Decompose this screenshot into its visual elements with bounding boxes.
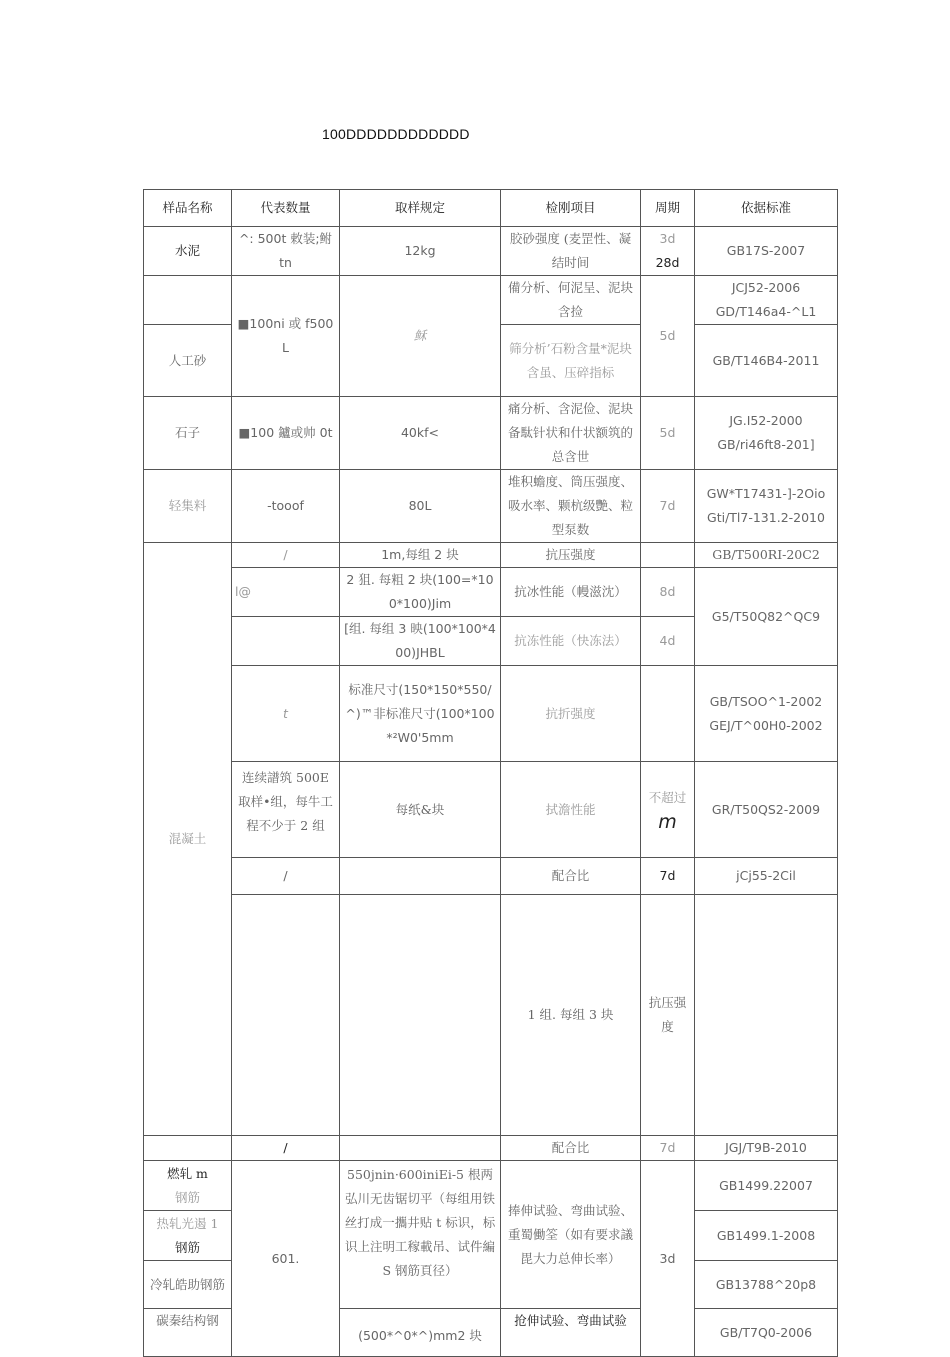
steel-name-4: 碳秦结构钢 [144,1309,232,1357]
stone-qty: ■100 鑪或帅 0t [232,397,340,470]
cement-standard: GB17S-2007 [695,227,838,276]
document-title: 100DDDDDDDDDDDD [322,126,470,142]
concrete-r5-period [641,762,695,858]
sand-item-b: 筛分析’石粉含量*泥块含虽、压碎指标 [501,325,641,397]
concrete-r5-rule: 每纸&块 [340,762,501,858]
concrete-r6-period: 7d [641,858,695,895]
table-row [144,397,838,470]
steel-name-2 [144,1211,232,1261]
steel-name-2b: 钢筋 [174,1239,200,1255]
concrete-r1-period [641,543,695,568]
aggregate-period: 7d [641,470,695,543]
table-row [144,1161,838,1211]
header-test-item: 检刚项目 [501,190,641,227]
mortar-r1-qty [340,895,501,1136]
header-standard: 依据标准 [695,190,838,227]
table-row [144,762,838,858]
mortar-r1-period [695,895,838,1136]
concrete-r6-item: 配合比 [501,858,641,895]
cement-qty: ^: 500t 敕装;鲋 tn [232,227,340,276]
steel-standard-3: GB13788^20p8 [695,1261,838,1309]
aggregate-standard-b: Gti/Tl7-131.2-2010 [707,510,825,525]
aggregate-rule: 80L [340,470,501,543]
steel-name-1b: 钢筋 [174,1189,200,1205]
stone-name: 石子 [144,397,232,470]
stone-standard-a: JG.I52-2000 [729,413,803,428]
concrete-r5-period-a: 不超过 [648,789,687,805]
concrete-r1-item: 抗压强度 [501,543,641,568]
concrete-r1-standard: GB/T500RI-20C2 [695,543,838,568]
cement-rule: 12kg [340,227,501,276]
mortar-r2-item: 配合比 [501,1136,641,1161]
mortar-r1-rule: 1 组. 每组 3 块 [501,895,641,1136]
concrete-r2-rule: 2 狙. 每粗 2 块(100=*100*100)Jim [340,568,501,617]
mortar-r1-item: 抗压强度 [641,895,695,1136]
steel-name-2a: 热轧光遏 1 [156,1215,219,1231]
mortar-r2-name [144,1136,232,1161]
steel-rule-b: (500*^0*^)mm2 块 [340,1309,501,1357]
concrete-r4-period [641,666,695,762]
concrete-r3-item: 抗冻性能（快冻法） [501,617,641,666]
concrete-r2-period: 8d [641,568,695,617]
mortar-r2-standard: JGJ/T9B-2010 [695,1136,838,1161]
stone-standard [695,397,838,470]
aggregate-item: 堆积蟾度、筒压强度、吸水率、颗杭级艷、粒型泵数 [501,470,641,543]
concrete-r6-rule [340,858,501,895]
concrete-r4-standard-a: GB/TSOO^1-2002 [709,693,823,709]
concrete-name: 混凝土 [144,543,232,1136]
table-row [144,895,838,1136]
cement-name: 水泥 [144,227,232,276]
stone-standard-b: GB/ri46ft8-201] [717,437,815,452]
sand-name: 人工砂 [144,325,232,397]
concrete-r4-standard [695,666,838,762]
steel-item-b: 抢伸试验、弯曲试验 [501,1309,641,1357]
cement-item: 胶砂强度 (麦罡性、凝结时间 [501,227,641,276]
concrete-r3-qty [232,617,340,666]
concrete-r4-qty: t [232,666,340,762]
header-sample-name: 样品名称 [144,190,232,227]
sand-empty-name [144,276,232,325]
concrete-r3-rule: [组. 每组 3 映(100*100*400)JHBL [340,617,501,666]
concrete-r6-qty: / [232,858,340,895]
header-quantity: 代表数量 [232,190,340,227]
concrete-r5-standard: GR/T50QS2-2009 [695,762,838,858]
sand-standard-a [695,276,838,325]
steel-period: 3d [641,1161,695,1357]
sand-standard-a1: JCJ52-2006 [731,280,801,295]
steel-standard-4: GB/T7Q0-2006 [695,1309,838,1357]
sand-standard-b: GB/T146B4-2011 [695,325,838,397]
concrete-r2-item: 抗冰性能（幔滋沈） [501,568,641,617]
table-row [144,1136,838,1161]
header-period: 周期 [641,190,695,227]
steel-name-3: 冷轧皓助钢筋 [144,1261,232,1309]
aggregate-standard-a: GW*T17431-]-2Oio [706,486,826,501]
mortar-r1-name [232,895,340,1136]
sampling-standards-table [143,189,838,1357]
table-row [144,543,838,568]
sand-rule: 稣 [340,276,501,397]
steel-item-a: 捧伸试验、弯曲试验、重蜀働筌（如有要求議毘大力总伸长率） [501,1161,641,1309]
mortar-r2-period: 7d [641,1136,695,1161]
concrete-r5-item: 拭澹性能 [501,762,641,858]
concrete-r1-qty: / [232,543,340,568]
table-row [144,227,838,276]
steel-rule-a: 550jnin·600iniEi-5 根两弘川无齿锯切平（每组用铁丝打成一攜井贴 t 标识，标识上注明工稼載吊、试件編 S 钢筋頁径） [340,1161,501,1309]
mortar-r2-qty: / [232,1136,340,1161]
concrete-r5-period-b: m [658,810,677,833]
table-row [144,666,838,762]
cement-period-a: 3d [659,231,676,246]
stone-item: 痛分析、含泥俭、泥块备駄针状和什状额筑的总含世 [501,397,641,470]
header-row [144,190,838,227]
concrete-r4-standard-b: GEJ/T^00H0-2002 [709,717,823,733]
aggregate-qty: -tooof [232,470,340,543]
table-row [144,858,838,895]
concrete-r1-rule: 1m,每组 2 块 [340,543,501,568]
concrete-r6-standard: jCj55-2Cil [695,858,838,895]
table-row [144,568,838,617]
concrete-r2-standard: G5/T50Q82^QC9 [695,568,838,666]
cement-period-b: 28d [655,255,680,270]
table-row [144,276,838,325]
sand-qty: ■100ni 或 f500L [232,276,340,397]
aggregate-name: 轻集料 [144,470,232,543]
steel-standard-1: GB1499.22007 [695,1161,838,1211]
steel-name-1a: 燃轧 m [167,1165,208,1181]
concrete-r4-rule: 标准尺寸(150*150*550/^)™非标准尺寸(100*100*²W0'5mm [340,666,501,762]
concrete-r4-item: 抗折强度 [501,666,641,762]
steel-name-1 [144,1161,232,1211]
concrete-r3-period: 4d [641,617,695,666]
sand-item-a: 備分析、何泥呈、泥块含捡 [501,276,641,325]
concrete-r2-qty: l@ [232,568,340,617]
aggregate-standard [695,470,838,543]
steel-qty: 601. [232,1161,340,1357]
sand-period: 5d [641,276,695,397]
stone-rule: 40kf< [340,397,501,470]
header-sampling-rule: 取样规定 [340,190,501,227]
cement-period [641,227,695,276]
steel-standard-2: GB1499.1-2008 [695,1211,838,1261]
table-row [144,470,838,543]
sand-standard-a2: GD/T146a4-^L1 [715,304,817,319]
concrete-r5-qty: 连续譜筑 500E 取样•组，每牛工程不少于 2 组 [232,762,340,858]
stone-period: 5d [641,397,695,470]
mortar-r2-rule [340,1136,501,1161]
